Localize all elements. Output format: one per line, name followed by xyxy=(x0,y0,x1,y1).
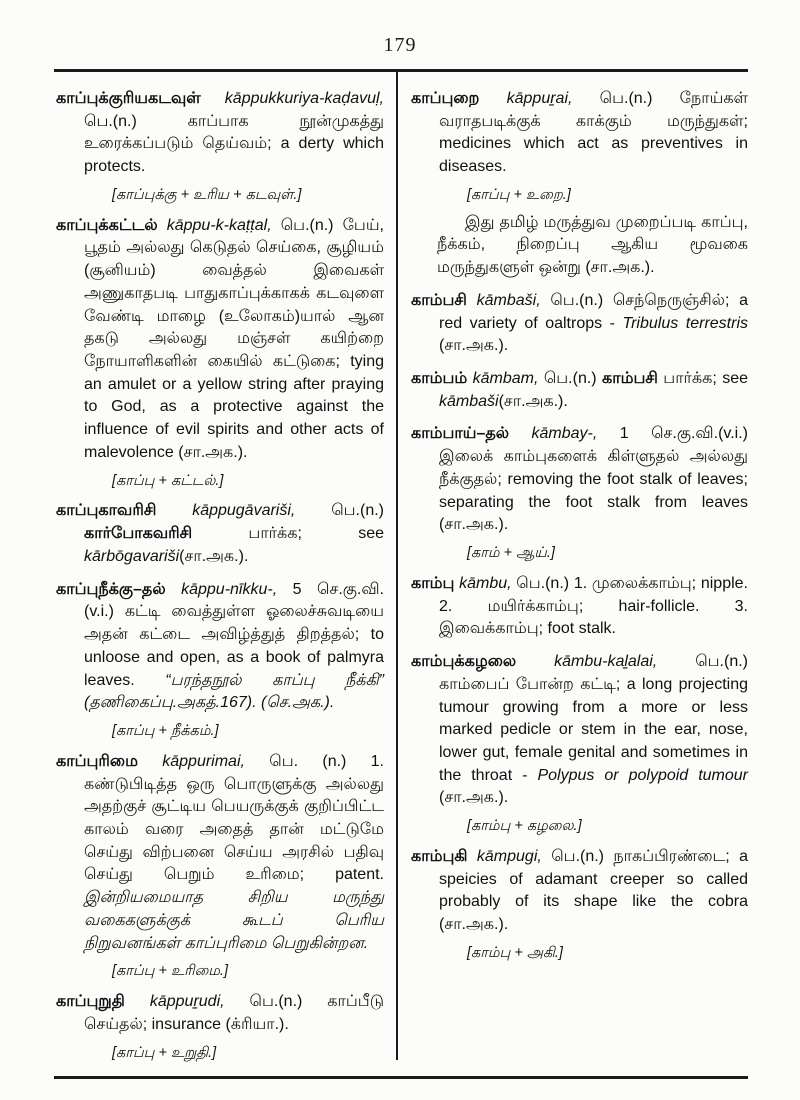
headword: காம்பாய்–தல் xyxy=(411,425,510,443)
etymology xyxy=(56,472,384,491)
entry-body xyxy=(56,500,384,568)
entry-body xyxy=(411,651,748,810)
definition-text: பெ.(n.) நோய்கள் வராதபடிக்குக் காக்கும் மருந்துகள்; medicines which act as preventives in diseases. xyxy=(439,90,748,176)
etymology xyxy=(56,722,384,741)
entry-body xyxy=(411,368,748,413)
headword: காம்பம் xyxy=(411,370,468,388)
italic-text: [காப்பு + நீக்கம்.] xyxy=(112,722,219,739)
dictionary-entry xyxy=(411,368,748,413)
dictionary-entry xyxy=(56,500,384,568)
headword: காம்பு xyxy=(411,574,455,592)
definition-text: பெ. (n.) 1. கண்டுபிடித்த ஒரு பொருளுக்கு அல்லது அதற்குச் சூட்டிய பெயருக்குக் குறிப்பிட்ட காலம் வரை அதைத் தான் மட்டுமே செய்து விற்பனை செய்ய அரசில் பதிவு செய்து பெறும் உரிமை; patent. xyxy=(84,752,385,884)
dictionary-entry xyxy=(411,651,748,836)
entry-body xyxy=(56,751,384,955)
italic-text: [காப்புக்கு + உரிய + கடவுள்.] xyxy=(112,186,302,203)
italic-text: [காப்பு + கட்டல்.] xyxy=(112,472,224,489)
page-number: 179 xyxy=(383,34,417,56)
left-column xyxy=(56,88,384,1072)
italic-text: kārbōgavariši xyxy=(84,547,180,565)
definition-text: பெ.(n.) xyxy=(295,502,384,520)
definition-text xyxy=(467,292,477,309)
dictionary-entry xyxy=(56,991,384,1062)
definition-text xyxy=(156,502,192,519)
headword: காப்புநீக்கு–தல் xyxy=(56,580,166,598)
etymology xyxy=(411,817,748,836)
definition-text xyxy=(479,90,506,107)
italic-text: Tribulus terrestris xyxy=(622,314,748,332)
transliteration: kāppu-k-kaṭṭal, xyxy=(166,216,272,234)
definition-text: இது தமிழ் மருத்துவ முறைப்படி காப்பு, நீக்கம், நிறைப்பு ஆகிய மூவகை மருந்துகளுள் ஒன்று (சா.அக.). xyxy=(437,213,748,277)
transliteration: kāmbaši, xyxy=(476,291,541,309)
italic-text: kāmbaši xyxy=(439,392,499,410)
headword: காம்புக்கழலை xyxy=(411,653,517,671)
etymology xyxy=(56,1044,384,1063)
entry-body xyxy=(411,88,748,179)
definition-text: பெ.(n.) காப்பாக நூன்முகத்து உரைக்கப்படும் தெய்வம்; a derty which protects. xyxy=(84,112,384,176)
dictionary-entry xyxy=(56,215,384,491)
definition-text: பெ.(n.) காம்பைப் போன்ற கட்டி; a long projecting tumour growing from a more or less marked pedicle or stem in the ear, nose, lower gut, female genital and sometimes in the throat - xyxy=(439,653,748,784)
italic-text: [காப்பு + உறுதி.] xyxy=(112,1044,217,1061)
italic-text: “பரந்தநூல் காப்பு நீக்கி” (தணிகைப்பு.அகத்.167). (செ.அக.). xyxy=(84,671,384,712)
entry-body xyxy=(56,991,384,1036)
entry-body xyxy=(56,215,384,465)
entry-body xyxy=(411,290,748,358)
dictionary-entry xyxy=(411,290,748,358)
entry-body xyxy=(411,573,748,641)
dictionary-entry xyxy=(56,579,384,741)
dictionary-entry xyxy=(411,423,748,562)
definition-text: பெ.(n.) 1. முலைக்காம்பு; nipple. 2. மயிர்க்காம்பு; hair-follicle. 3. இவைக்காம்பு; foot stalk. xyxy=(439,574,748,638)
etymology xyxy=(411,944,748,963)
definition-text: பெ.(n.) காப்பீடு செய்தல்; insurance (க்ரியா.). xyxy=(84,993,384,1033)
transliteration: kāppuṟai, xyxy=(506,90,573,107)
dictionary-entry xyxy=(56,88,384,205)
headword: காம்புகி xyxy=(411,847,468,865)
entry-body xyxy=(411,423,748,537)
dictionary-entry xyxy=(56,751,384,981)
transliteration: kāppuṟudi, xyxy=(149,993,225,1011)
headword: காப்புரிமை xyxy=(56,752,138,770)
definition-text: 1 செ.கு.வி.(v.i.) இலைக் காம்புகளைக் கிள்ளுதல் அல்லது நீக்குதல்; removing the foot stalk of leaves; separating the foot stalk from leaves (சா.அக.). xyxy=(439,425,748,534)
definition-text xyxy=(201,90,225,107)
italic-text: [காம்பு + கழலை.] xyxy=(467,818,582,835)
cross-reference: கார்போகவரிசி xyxy=(84,525,193,543)
etymology xyxy=(411,186,748,205)
etymology xyxy=(411,544,748,563)
definition-text: (சா.அக.). xyxy=(439,337,509,355)
headword: காப்புக்கட்டல் xyxy=(56,216,158,234)
cross-reference: காம்பசி xyxy=(602,370,658,388)
headword: காப்புறுதி xyxy=(56,993,125,1011)
italic-text: Polypus or polypoid tumour xyxy=(537,766,748,784)
transliteration: kāmbu, xyxy=(459,574,512,592)
italic-text: இன்றியமையாத சிறிய மருந்து வகைகளுக்குக் கூடப் பெரிய நிறுவனங்கள் காப்புரிமை பெறுகின்றன. xyxy=(84,889,384,952)
column-divider xyxy=(396,72,398,1060)
usage-note xyxy=(411,212,748,280)
entry-body xyxy=(56,579,384,715)
definition-text: பெ.(n.) நாகப்பிரண்டை; a speicies of adamant creeper so called probably of its shape like the cobra (சா.அக.). xyxy=(439,847,749,934)
etymology xyxy=(56,962,384,981)
italic-text: [காம் + ஆய்.] xyxy=(467,545,555,562)
headword: காப்புக்குரியகடவுள் xyxy=(56,90,201,107)
transliteration: kāppurimai, xyxy=(162,752,245,770)
definition-text xyxy=(125,993,150,1010)
italic-text: [காம்பு + அகி.] xyxy=(467,944,563,961)
transliteration: kāmbu-kaḻalai, xyxy=(554,653,658,671)
columns-container xyxy=(54,72,748,1062)
definition-text: (சா.அக.). xyxy=(179,547,249,565)
definition-text: பெ.(n.) பேய், பூதம் அல்லது கெடுதல் செய்கை, சூழியம் (சூனியம்) வைத்தல் இவைகள் அணுகாதபடி பாதுகாப்புக்காகக் கடவுளை வேண்டி மாழை (உலோகம்)யால் ஆன தகடு அல்லது மஞ்சள் கயிற்றை நோயாளிகளின் கையில் கட்டுகை; tying an amulet or a yellow string after praying to God, as a protective against the influence of evil spirits and other acts of malevolence (சா.அக.). xyxy=(84,216,385,461)
definition-text: பெ.(n.) செந்நெருஞ்சில்; a red variety of oaltrops - xyxy=(439,291,748,332)
bottom-rule xyxy=(54,1076,748,1079)
entry-body xyxy=(411,846,748,937)
definition-text: (சா.அக.). xyxy=(439,789,509,807)
definition-text: பார்க்க; see xyxy=(192,525,384,543)
dictionary-entry xyxy=(411,846,748,963)
definition-text xyxy=(158,217,167,234)
italic-text: [காப்பு + உரிமை.] xyxy=(112,963,229,980)
definition-text: பார்க்க; see xyxy=(657,370,748,388)
right-column xyxy=(411,88,748,973)
definition-text: (சா.அக.). xyxy=(498,392,568,410)
transliteration: kāmpugi, xyxy=(476,847,542,865)
transliteration: kāmbay-, xyxy=(531,425,598,443)
etymology xyxy=(56,186,384,205)
dictionary-entry xyxy=(411,573,748,641)
definition-text: 5 செ.கு.வி. (v.i.) கட்டி வைத்துள்ள ஓலைச்சுவடியை அதன் கட்டை அவிழ்த்துத் திறத்தல்; to unloose and open, as a book of palmyra leaves. xyxy=(84,580,384,689)
definition-text: பெ.(n.) xyxy=(538,370,602,388)
definition-text xyxy=(509,425,531,442)
headword: காம்பசி xyxy=(411,291,467,309)
dictionary-entry xyxy=(411,88,748,280)
italic-text: [காப்பு + உறை.] xyxy=(467,186,571,203)
transliteration: kāppugāvariši, xyxy=(192,502,296,520)
definition-text xyxy=(467,848,476,865)
headword: காப்புறை xyxy=(411,90,480,107)
definition-text xyxy=(516,653,554,670)
transliteration: kāmbam, xyxy=(472,370,539,388)
definition-text xyxy=(138,753,162,770)
transliteration: kāppukkuriya-kaḍavuḷ, xyxy=(224,90,384,107)
transliteration: kāppu-nīkku-, xyxy=(181,580,278,598)
definition-text xyxy=(166,581,181,598)
headword: காப்புகாவரிசி xyxy=(56,502,157,520)
entry-body xyxy=(56,88,384,179)
